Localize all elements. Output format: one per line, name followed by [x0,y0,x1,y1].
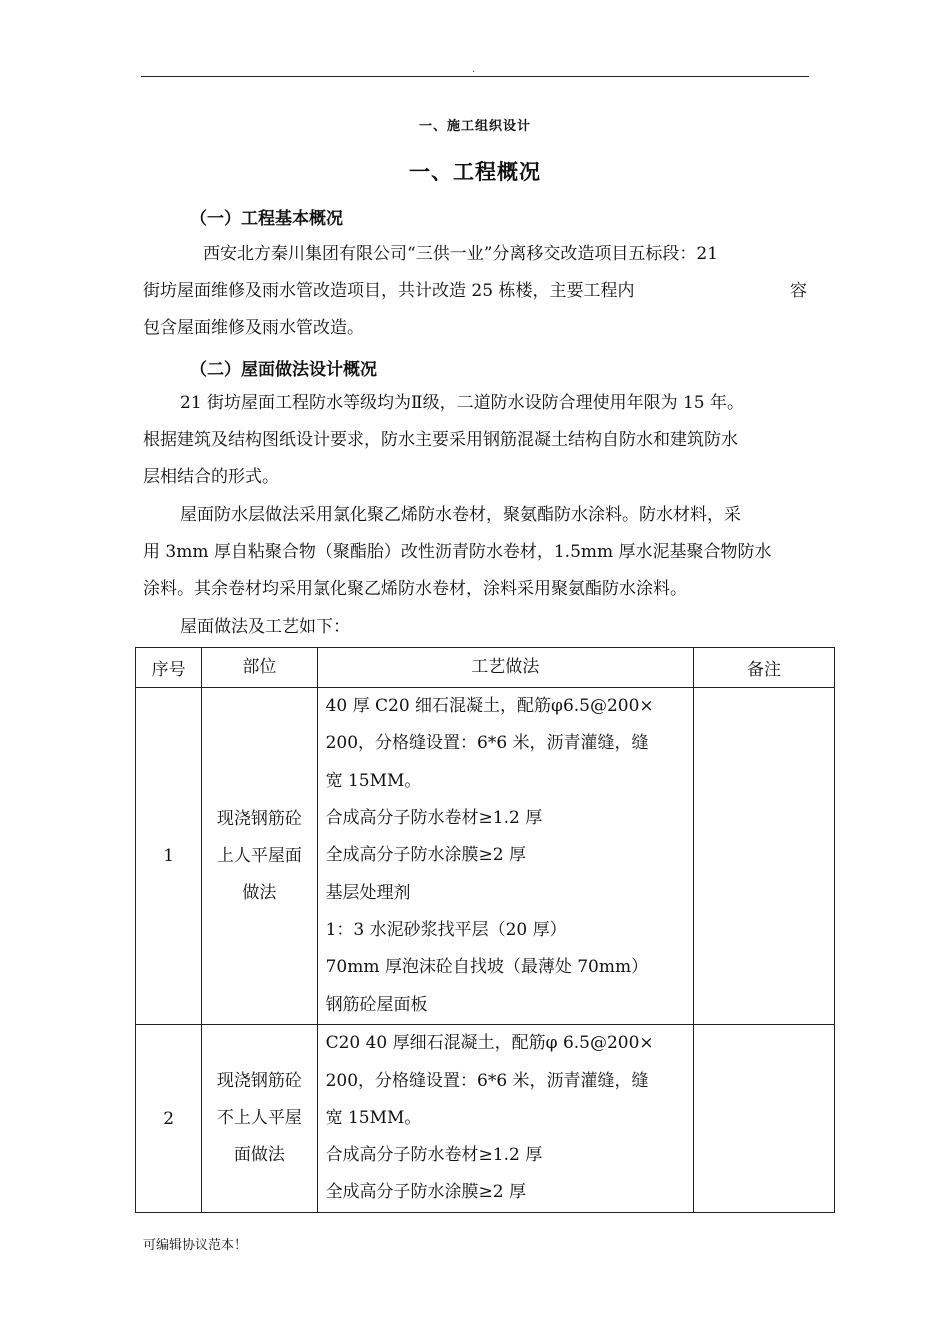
part-line: 不上人平屋 [216,1108,302,1128]
craft-line: 200，分格缝设置：6*6 米，沥青灌缝，缝 [325,733,649,754]
text-line: 西安北方秦川集团有限公司“三供一业”分离移交改造项目五标段：21 [203,244,719,264]
text-line: 包含屋面维修及雨水管改造。 [143,318,364,338]
header-part: 部位 [202,648,317,688]
roof-paragraph-3 [143,609,815,646]
text-fragment: 容 [790,281,807,301]
text-line: 层相结合的形式。 [143,467,279,487]
craft-line: 1：3 水泥砂浆找平层（20 厚） [325,919,567,940]
craft-line: 钢筋砼屋面板 [325,994,428,1015]
row-craft [317,1025,693,1213]
header-note: 备注 [694,648,835,688]
craft-line: C20 40 厚细石混凝土，配筋φ 6.5@200× [325,1033,654,1054]
part-line: 现浇钢筋砼 [216,808,302,829]
text-line: 屋面防水层做法采用氯化聚乙烯防水卷材，聚氨酯防水涂料。防水材料，采 [180,505,741,525]
section-heading-basic: （一）工程基本概况 [190,209,343,229]
roof-craft-table [135,647,835,1213]
section-basic-paragraph [143,236,815,347]
craft-line: 宽 15MM。 [325,1107,422,1128]
header-craft: 工艺做法 [317,648,693,688]
text-line: 屋面做法及工艺如下： [180,617,350,637]
craft-line: 40 厚 C20 细石混凝土，配筋φ6.5@200× [325,696,654,717]
craft-line: 全成高分子防水涂膜≥2 厚 [325,845,527,866]
part-line: 做法 [242,882,277,903]
row-note [694,688,835,1025]
part-line: 现浇钢筋砼 [216,1071,302,1091]
craft-line: 合成高分子防水卷材≥1.2 厚 [325,808,543,829]
page-title: 一、工程概况 [409,159,541,184]
row-part [202,1025,317,1213]
text-line: 21 街坊屋面工程防水等级均为Ⅱ级，二道防水设防合理使用年限为 15 年。 [180,393,745,413]
roof-paragraph-2 [143,497,815,608]
row-craft [317,688,693,1025]
text-line: 用 3mm 厚自粘聚合物（聚酯胎）改性沥青防水卷材，1.5mm 厚水泥基聚合物防水 [143,542,772,562]
table-row [136,688,835,1025]
table-row [136,1025,835,1213]
page-footer: 可编辑协议范本！ [143,1238,248,1253]
row-no: 2 [136,1025,202,1213]
craft-line: 合成高分子防水卷材≥1.2 厚 [325,1145,543,1166]
text-line: 根据建筑及结构图纸设计要求，防水主要采用钢筋混凝土结构自防水和建筑防水 [143,430,738,450]
row-no: 1 [136,688,202,1025]
text-fragment: 街坊屋面维修及雨水管改造项目，共计改造 25 栋楼，主要工程内 [143,281,635,301]
part-line: 上人平屋面 [216,845,302,866]
craft-line: 全成高分子防水涂膜≥2 厚 [325,1182,527,1203]
row-part [202,688,317,1025]
text-line: 涂料。其余卷材均采用氯化聚乙烯防水卷材，涂料采用聚氨酯防水涂料。 [143,579,687,599]
craft-line: 宽 15MM。 [325,770,422,791]
text-line [143,273,815,310]
table-header-row [136,648,835,688]
header-rule [141,76,809,77]
document-heading: 一、施工组织设计 [418,119,531,134]
part-line: 面做法 [233,1145,285,1165]
row-note [694,1025,835,1213]
section-heading-roof: （二）屋面做法设计概况 [190,360,377,380]
header-no: 序号 [136,648,202,688]
craft-line: 基层处理剂 [325,882,411,903]
roof-paragraph-1 [143,385,815,496]
craft-line: 70mm 厚泡沫砼自找坡（最薄处 70mm） [325,957,649,978]
header-mark: . [472,64,476,75]
craft-line: 200，分格缝设置：6*6 米，沥青灌缝，缝 [325,1070,649,1091]
